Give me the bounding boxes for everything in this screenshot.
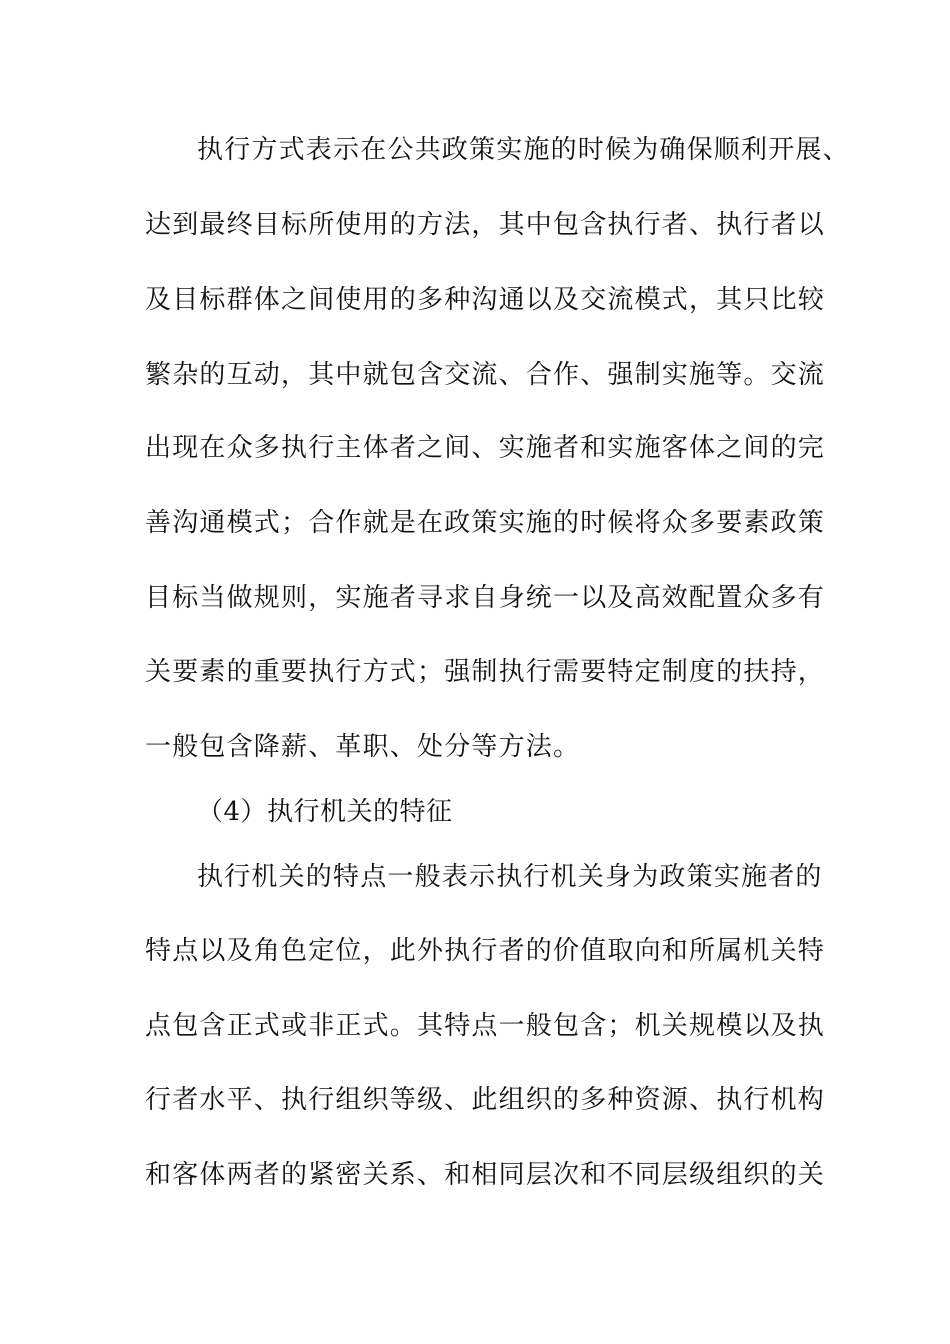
text-line: 特点以及角色定位，此外执行者的价值取向和所属机关特 (145, 936, 826, 966)
text-line: 一般包含降薪、革职、处分等方法。 (145, 732, 581, 762)
text-line: 达到最终目标所使用的方法，其中包含执行者、执行者以 (145, 210, 826, 240)
text-line: 目标当做规则，实施者寻求自身统一以及高效配置众多有 (145, 583, 826, 613)
text-line: 繁杂的互动，其中就包含交流、合作、强制实施等。交流 (145, 360, 826, 390)
text-line: 出现在众多执行主体者之间、实施者和实施客体之间的完 (145, 433, 826, 463)
text-line: 执行机关的特点一般表示执行机关身为政策实施者的 (197, 862, 823, 892)
text-line: 关要素的重要执行方式；强制执行需要特定制度的扶持， (145, 657, 826, 687)
section-heading: （4）执行机关的特征 (197, 797, 453, 827)
text-line: 点包含正式或非正式。其特点一般包含；机关规模以及执 (145, 1011, 826, 1041)
text-line: 善沟通模式；合作就是在政策实施的时候将众多要素政策 (145, 508, 826, 538)
text-line: 及目标群体之间使用的多种沟通以及交流模式，其只比较 (145, 285, 826, 315)
text-line: 行者水平、执行组织等级、此组织的多种资源、执行机构 (145, 1085, 826, 1115)
text-line: 执行方式表示在公共政策实施的时候为确保顺利开展、 (197, 135, 850, 165)
text-line: 和客体两者的紧密关系、和相同层次和不同层级组织的关 (145, 1160, 826, 1190)
